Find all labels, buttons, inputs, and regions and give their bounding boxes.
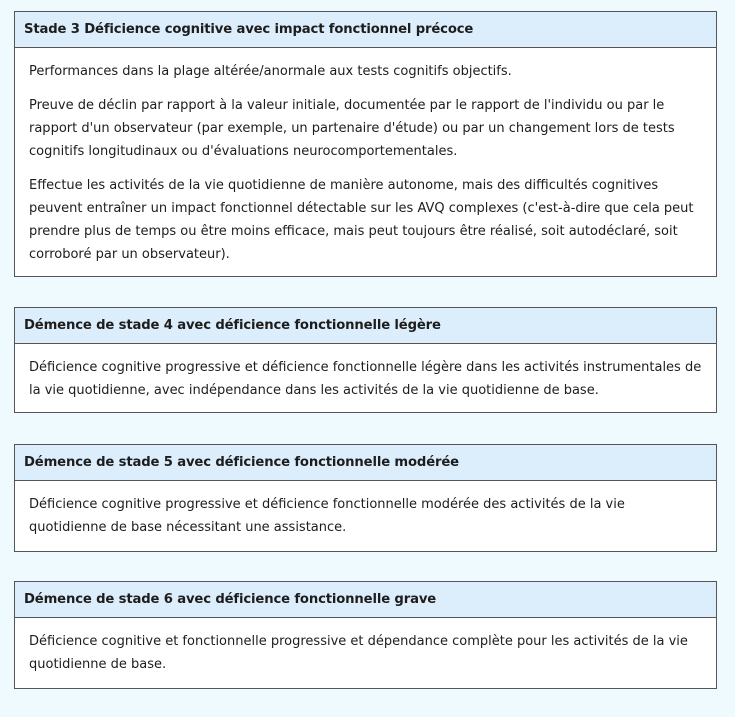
stage-5-body	[15, 481, 716, 549]
stage-4-title: Démence de stade 4 avec déficience fonctionnelle légère	[15, 308, 716, 344]
stage-3-paragraph-2: Preuve de déclin par rapport à la valeur initiale, documentée par le rapport de l'individu ou par le rapport d'un observateur (par exemple, un partenaire d'étude) ou par un changement lors de tests cognitifs longitudinaux ou d'évaluations neurocomportementales.	[29, 98, 675, 159]
stage-6-body	[15, 618, 716, 686]
stage-4-body	[15, 344, 716, 412]
stage-4-box	[14, 307, 717, 413]
stage-6-title: Démence de stade 6 avec déficience fonctionnelle grave	[15, 582, 716, 618]
stage-3-paragraph-3: Effectue les activités de la vie quotidienne de manière autonome, mais des difficultés cognitives peuvent entraîner un impact fonctionnel détectable sur les AVQ complexes (c'est-à-dire que cela peut prendre plus de temps ou être moins efficace, mais peut toujours être réalisé, soit autodéclaré, soit corroboré par un observateur).	[29, 178, 694, 262]
stage-4-paragraph-1: Déficience cognitive progressive et déficience fonctionnelle légère dans les activités instrumentales de la vie quotidienne, avec indépendance dans les activités de la vie quotidienne de base.	[29, 360, 702, 398]
stage-3-title: Stade 3 Déficience cognitive avec impact fonctionnel précoce	[15, 12, 716, 48]
stage-3-paragraph-1: Performances dans la plage altérée/anormale aux tests cognitifs objectifs.	[29, 64, 512, 79]
stage-5-box	[14, 444, 717, 552]
stage-3-body	[15, 48, 716, 276]
stage-6-box	[14, 581, 717, 689]
stage-5-title: Démence de stade 5 avec déficience fonctionnelle modérée	[15, 445, 716, 481]
stage-5-paragraph-1: Déficience cognitive progressive et déficience fonctionnelle modérée des activités de la vie quotidienne de base nécessitant une assistance.	[29, 497, 625, 535]
stage-6-paragraph-1: Déficience cognitive et fonctionnelle progressive et dépendance complète pour les activités de la vie quotidienne de base.	[29, 634, 688, 672]
stage-3-box	[14, 11, 717, 277]
